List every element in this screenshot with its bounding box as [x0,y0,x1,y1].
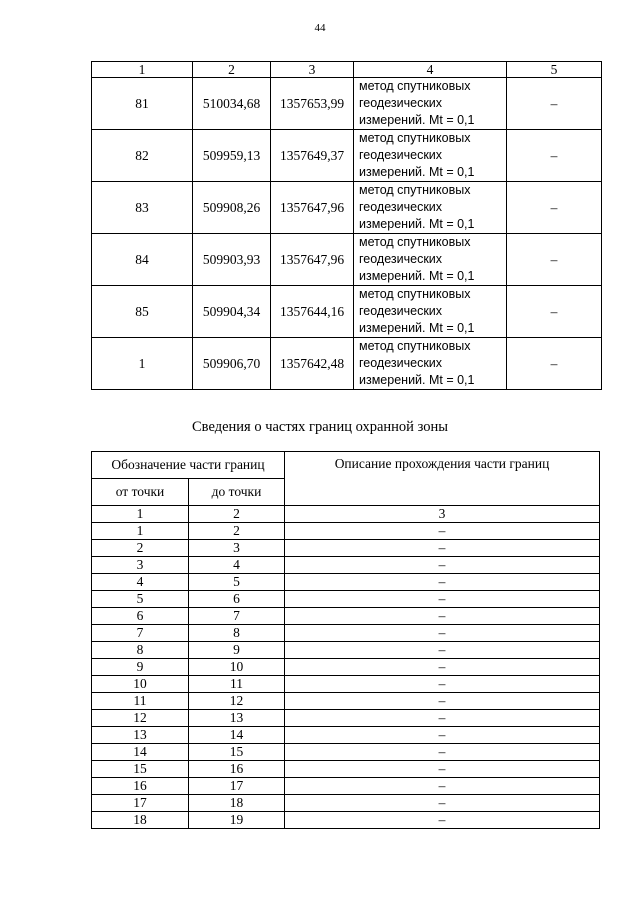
to-point-cell: 18 [189,795,285,812]
parts-header-row [92,452,600,479]
method-cell [354,130,507,182]
part-designation-header: Обозначение части границ [92,452,285,479]
note-cell: – [507,78,602,130]
y-coordinate-cell: 1357647,96 [271,234,354,286]
to-point-cell: 11 [189,676,285,693]
description-cell: – [285,727,600,744]
to-point-cell: 6 [189,591,285,608]
method-line: метод спутниковых [359,79,471,93]
method-cell [354,78,507,130]
from-point-cell: 5 [92,591,189,608]
method-line: измерений. Mt = 0,1 [359,217,475,231]
description-cell: – [285,540,600,557]
parts-index-cell: 1 [92,506,189,523]
description-cell: – [285,778,600,795]
from-point-cell: 10 [92,676,189,693]
table-row [92,78,602,130]
description-cell: – [285,676,600,693]
table-row [92,744,600,761]
coordinates-header-cell: 2 [193,62,271,78]
method-line: геодезических [359,148,443,162]
method-line: геодезических [359,200,443,214]
parts-index-cell: 2 [189,506,285,523]
table-row [92,182,602,234]
to-point-cell: 16 [189,761,285,778]
method-cell [354,182,507,234]
table-row [92,642,600,659]
table-row [92,727,600,744]
note-cell: – [507,286,602,338]
point-cell: 1 [92,338,193,390]
point-cell: 83 [92,182,193,234]
coordinates-header-row [92,62,602,78]
method-cell [354,234,507,286]
from-point-cell: 4 [92,574,189,591]
from-point-cell: 17 [92,795,189,812]
table-row [92,574,600,591]
method-line: метод спутниковых [359,339,471,353]
y-coordinate-cell: 1357644,16 [271,286,354,338]
description-cell: – [285,557,600,574]
description-cell: – [285,591,600,608]
x-coordinate-cell: 509959,13 [193,130,271,182]
y-coordinate-cell: 1357642,48 [271,338,354,390]
table-row [92,338,602,390]
description-cell: – [285,523,600,540]
coordinates-table [91,61,602,390]
note-cell: – [507,182,602,234]
method-line: геодезических [359,252,443,266]
to-point-cell: 8 [189,625,285,642]
description-cell: – [285,608,600,625]
note-cell: – [507,338,602,390]
from-point-cell: 13 [92,727,189,744]
to-point-cell: 10 [189,659,285,676]
method-line: геодезических [359,304,443,318]
method-line: метод спутниковых [359,235,471,249]
y-coordinate-cell: 1357647,96 [271,182,354,234]
to-point-cell: 14 [189,727,285,744]
coordinates-header-cell: 1 [92,62,193,78]
to-point-cell: 13 [189,710,285,727]
table-row [92,286,602,338]
to-point-cell: 17 [189,778,285,795]
section-title: Сведения о частях границ охранной зоны [192,419,448,435]
from-point-cell: 6 [92,608,189,625]
point-cell: 81 [92,78,193,130]
point-cell: 84 [92,234,193,286]
part-description-header: Описание прохождения части границ [285,452,600,506]
table-row [92,659,600,676]
table-row [92,795,600,812]
to-point-cell: 19 [189,812,285,829]
description-cell: – [285,744,600,761]
to-point-cell: 15 [189,744,285,761]
table-row [92,130,602,182]
to-point-cell: 5 [189,574,285,591]
method-cell [354,286,507,338]
table-row [92,540,600,557]
coordinates-table-body [92,78,602,390]
description-cell: – [285,625,600,642]
description-cell: – [285,642,600,659]
point-cell: 85 [92,286,193,338]
table-row [92,761,600,778]
to-point-cell: 7 [189,608,285,625]
table-row [92,234,602,286]
y-coordinate-cell: 1357653,99 [271,78,354,130]
description-cell: – [285,574,600,591]
table-row [92,608,600,625]
method-cell [354,338,507,390]
parts-index-cell: 3 [285,506,600,523]
method-line: метод спутниковых [359,131,471,145]
y-coordinate-cell: 1357649,37 [271,130,354,182]
method-line: измерений. Mt = 0,1 [359,165,475,179]
table-row [92,591,600,608]
from-point-cell: 9 [92,659,189,676]
x-coordinate-cell: 509908,26 [193,182,271,234]
method-line: метод спутниковых [359,287,471,301]
from-point-cell: 2 [92,540,189,557]
to-point-cell: 9 [189,642,285,659]
to-point-header: до точки [189,479,285,506]
note-cell: – [507,130,602,182]
from-point-cell: 15 [92,761,189,778]
from-point-cell: 14 [92,744,189,761]
from-point-cell: 11 [92,693,189,710]
parts-table-body [92,523,600,829]
from-point-cell: 8 [92,642,189,659]
x-coordinate-cell: 510034,68 [193,78,271,130]
x-coordinate-cell: 509906,70 [193,338,271,390]
method-line: измерений. Mt = 0,1 [359,321,475,335]
method-line: метод спутниковых [359,183,471,197]
table-row [92,710,600,727]
method-line: измерений. Mt = 0,1 [359,113,475,127]
to-point-cell: 12 [189,693,285,710]
method-line: геодезических [359,356,443,370]
coordinates-header-cell: 3 [271,62,354,78]
table-row [92,693,600,710]
table-row [92,625,600,642]
from-point-cell: 1 [92,523,189,540]
table-row [92,778,600,795]
parts-index-row [92,506,600,523]
x-coordinate-cell: 509904,34 [193,286,271,338]
from-point-cell: 18 [92,812,189,829]
description-cell: – [285,659,600,676]
table-row [92,812,600,829]
table-row [92,557,600,574]
coordinates-header-cell: 5 [507,62,602,78]
description-cell: – [285,761,600,778]
boundary-parts-table [91,451,600,829]
method-line: измерений. Mt = 0,1 [359,373,475,387]
description-cell: – [285,710,600,727]
from-point-cell: 12 [92,710,189,727]
description-cell: – [285,795,600,812]
x-coordinate-cell: 509903,93 [193,234,271,286]
from-point-header: от точки [92,479,189,506]
table-row [92,676,600,693]
note-cell: – [507,234,602,286]
from-point-cell: 16 [92,778,189,795]
method-line: измерений. Mt = 0,1 [359,269,475,283]
to-point-cell: 4 [189,557,285,574]
to-point-cell: 2 [189,523,285,540]
method-line: геодезических [359,96,443,110]
table-row [92,523,600,540]
description-cell: – [285,693,600,710]
from-point-cell: 7 [92,625,189,642]
coordinates-header-cell: 4 [354,62,507,78]
point-cell: 82 [92,130,193,182]
page-number: 44 [314,22,326,34]
to-point-cell: 3 [189,540,285,557]
description-cell: – [285,812,600,829]
from-point-cell: 3 [92,557,189,574]
